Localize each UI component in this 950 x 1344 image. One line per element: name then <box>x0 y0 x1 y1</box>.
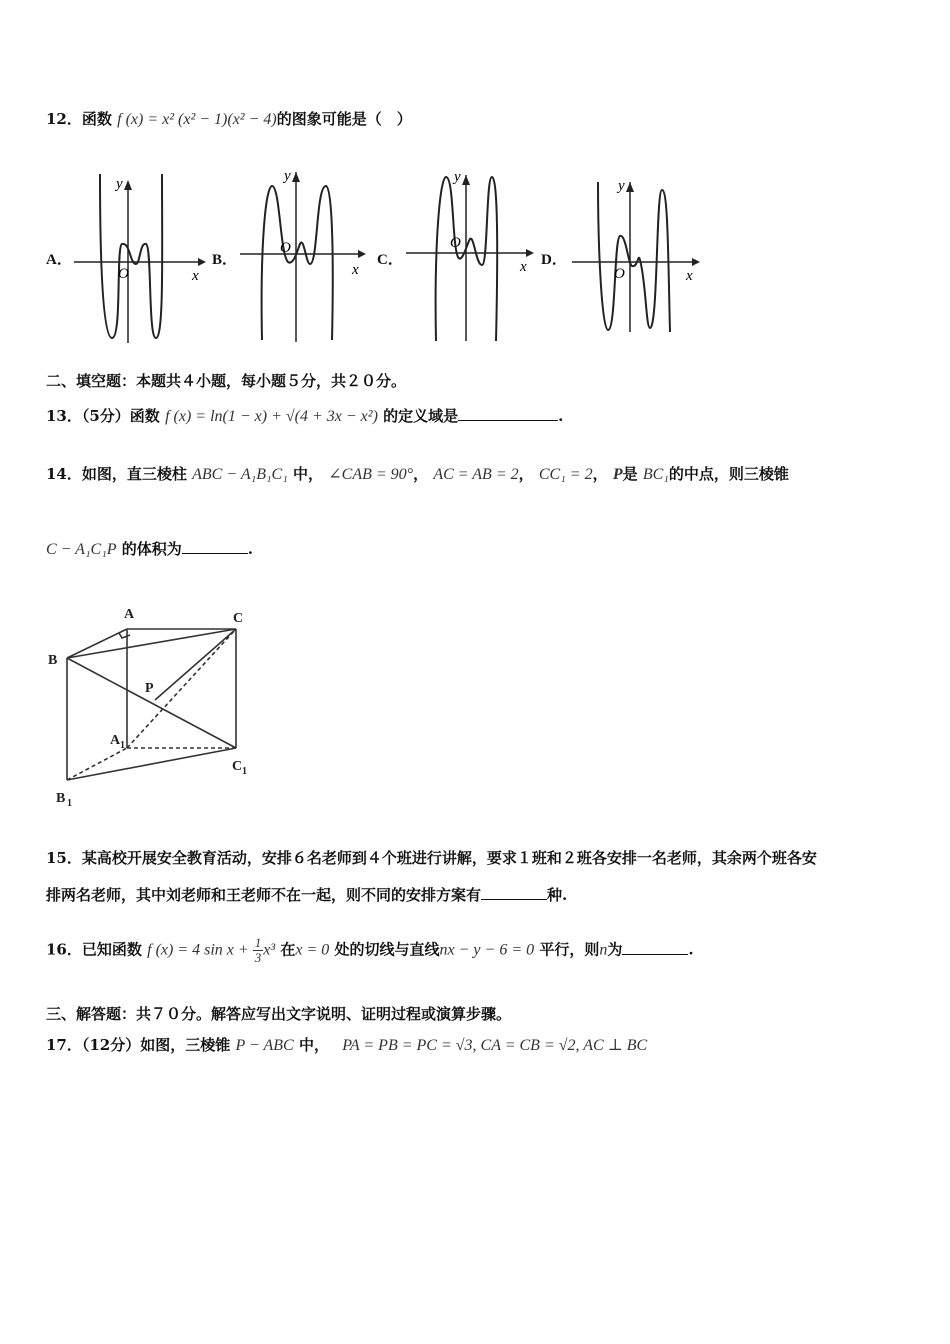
edge-bc <box>67 629 236 658</box>
q13-end: . <box>558 407 564 425</box>
q12-number: 12． <box>46 110 82 128</box>
question-15-line-2 <box>46 884 567 905</box>
curve-a <box>100 174 162 338</box>
section-3-heading: 三、解答题：共７０分。解答应写出文字说明、证明过程或演算步骤。 <box>46 1005 512 1023</box>
label-b1: B <box>56 791 66 806</box>
edge-b1a1 <box>67 748 127 780</box>
graph-option-b-icon <box>236 162 371 347</box>
x-axis-label: x <box>192 268 199 284</box>
q16-tail: 为 <box>607 940 623 959</box>
x-axis-label: x <box>686 268 693 284</box>
q16-x0: x = 0 <box>295 941 330 959</box>
q15-end: 种. <box>547 886 568 904</box>
q14-tetrahedron: C − A₁C₁P <box>46 541 117 558</box>
x-axis-arrow <box>526 249 534 257</box>
q14-answer-blank <box>182 539 248 554</box>
q14-bc1: BC₁ <box>642 466 669 483</box>
q14-prism-name: ABC − A₁B₁C₁ <box>192 466 288 483</box>
curve-b <box>262 186 333 340</box>
right-angle-mark <box>119 633 130 638</box>
q17-number: 17． <box>46 1036 82 1054</box>
y-axis-label: y <box>618 178 625 194</box>
q17-lead: （12分）如图，三棱锥 <box>81 1036 231 1054</box>
option-a-label: A． <box>46 252 72 268</box>
q12-question-tail: 的图象可能是（ ） <box>276 110 412 128</box>
label-b: B <box>48 653 58 668</box>
label-c1-sub: 1 <box>242 766 247 777</box>
x-axis-arrow <box>692 258 700 266</box>
q16-answer-blank <box>622 940 688 955</box>
q14-number: 14． <box>46 465 82 483</box>
curve-d <box>598 182 670 332</box>
q17-conditions: PA = PB = PC = √3, CA = CB = √2, AC ⊥ BC <box>342 1037 648 1054</box>
q16-mid: 处的切线与直线 <box>334 940 440 959</box>
q16-mid2: 平行，则 <box>539 940 600 959</box>
q16-end: . <box>688 940 694 959</box>
question-14 <box>46 463 789 484</box>
question-12 <box>46 108 412 129</box>
q16-x-cubed: x³ <box>263 941 276 959</box>
q14-tail2: 的体积为 <box>121 540 182 558</box>
q14-sep3: ， <box>592 465 608 483</box>
edge-pc <box>155 629 236 700</box>
y-axis-arrow <box>124 180 132 190</box>
q14-lead: 如图，直三棱柱 <box>81 465 187 483</box>
y-axis-label: y <box>454 169 461 185</box>
q16-frac-num: 1 <box>254 935 262 950</box>
q14-angle: ∠CAB = 90° <box>328 466 414 483</box>
q15-line2-text: 排两名老师，其中刘老师和王老师不在一起，则不同的安排方案有 <box>46 886 482 904</box>
origin-label: O <box>614 266 625 282</box>
label-a1-sub: 1 <box>120 740 125 751</box>
x-axis-arrow <box>358 250 366 258</box>
label-p: P <box>145 681 154 696</box>
q12-function-expression: f (x) = x² (x² − 1)(x² − 4) <box>117 111 277 128</box>
edge-b1c1 <box>67 748 236 780</box>
q16-function: f (x) = 4 sin x + <box>147 941 253 959</box>
origin-label: O <box>280 240 291 256</box>
q17-mid: 中， <box>298 1036 329 1054</box>
x-axis-label: x <box>352 262 359 278</box>
q13-answer-blank <box>458 406 558 421</box>
q14-is: 是 <box>622 465 638 483</box>
edge-bc1 <box>67 658 236 748</box>
prism-figure-icon <box>40 600 270 815</box>
section-2-heading: 二、填空题：本题共４小题，每小题５分，共２０分。 <box>46 372 407 390</box>
question-16 <box>46 936 694 965</box>
q16-frac-den: 3 <box>254 950 262 965</box>
y-axis-arrow <box>292 172 300 182</box>
graph-option-c-icon <box>402 165 542 345</box>
q12-lead: 函数 <box>81 110 112 128</box>
q14-sep1: ， <box>413 465 429 483</box>
question-14-line-2 <box>46 538 253 559</box>
q14-end: . <box>247 540 254 558</box>
origin-label: O <box>450 235 461 251</box>
q14-sep2: ， <box>518 465 534 483</box>
question-13 <box>46 405 563 426</box>
q14-mid: 中， <box>293 465 324 483</box>
q14-tail: 的中点，则三棱锥 <box>668 465 789 483</box>
graph-option-d-icon <box>568 172 708 342</box>
x-axis-label: x <box>520 259 527 275</box>
q13-number: 13． <box>46 407 82 425</box>
q17-pyramid: P − ABC <box>235 1037 294 1054</box>
q16-number: 16． <box>46 940 82 959</box>
q14-eq2: CC₁ = 2 <box>538 466 593 483</box>
label-b1-sub: 1 <box>67 798 72 809</box>
y-axis-label: y <box>116 176 123 192</box>
q13-function-expression: f (x) = ln(1 − x) + √(4 + 3x − x²) <box>165 408 378 425</box>
question-15-line-1: 15．某高校开展安全教育活动，安排６名老师到４个班进行讲解，要求１班和２班各安排一名老师，其余两个班各安 <box>46 849 817 867</box>
q15-answer-blank <box>481 885 547 900</box>
q13-lead: （5分）函数 <box>81 407 160 425</box>
q16-line-equation: nx − y − 6 = 0 <box>439 941 535 959</box>
origin-label: O <box>118 266 129 282</box>
label-c1: C <box>232 759 243 774</box>
edge-a1c <box>127 629 236 748</box>
option-b-label: B． <box>212 252 238 268</box>
y-axis-arrow <box>626 182 634 192</box>
q14-point-p: P <box>612 466 623 483</box>
label-a1: A <box>110 733 121 748</box>
q13-tail: 的定义域是 <box>383 407 459 425</box>
y-axis-label: y <box>284 168 291 184</box>
option-d-label: D． <box>541 252 567 268</box>
graph-option-a-icon <box>70 168 210 348</box>
q16-at: 在 <box>280 940 296 959</box>
q16-n: n <box>599 941 608 959</box>
question-17 <box>46 1034 647 1055</box>
label-a: A <box>124 607 135 622</box>
y-axis-arrow <box>462 175 470 185</box>
x-axis-arrow <box>198 258 206 266</box>
q16-fraction <box>253 936 264 965</box>
q16-lead: 已知函数 <box>81 940 142 959</box>
label-c: C <box>233 611 244 626</box>
option-c-label: C． <box>377 252 403 268</box>
q14-eq1: AC = AB = 2 <box>433 466 519 483</box>
